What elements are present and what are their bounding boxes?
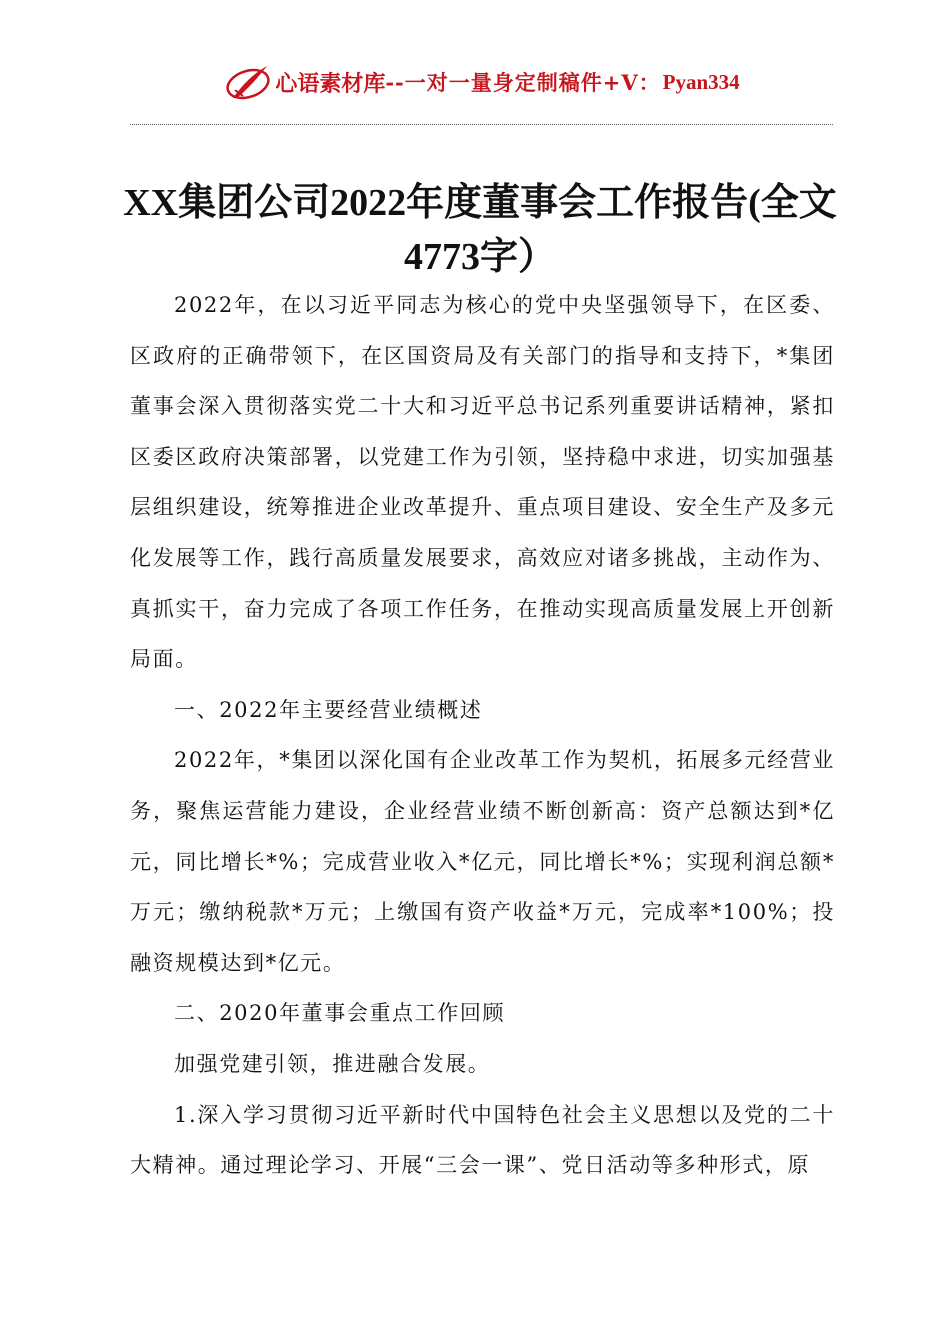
- brand-name: 心语素材库: [275, 70, 386, 97]
- subheading-party-building: 加强党建引领，推进融合发展。: [174, 1051, 491, 1076]
- section-heading-2: 二、2020年董事会重点工作回顾: [174, 1001, 506, 1026]
- header-divider: [130, 124, 833, 125]
- contact-id: Pyan334: [662, 69, 740, 94]
- item-1-paragraph: 1.深入学习贯彻习近平新时代中国特色社会主义思想以及党的二十大精神。通过理论学习、开展“三会一课”、党日活动等多种形式，原: [130, 1102, 835, 1178]
- section-heading-1: 一、2022年主要经营业绩概述: [174, 697, 483, 722]
- intro-paragraph: 2022年，在以习近平同志为核心的党中央坚强领导下，在区委、区政府的正确带领下，在区国资局及有关部门的指导和支持下，*集团董事会深入贯彻落实党二十大和习近平总书记系列重要讲话精神，紧扣区委区政府决策部署，以党建工作为引领，坚持稳中求进，切实加强基层组织建设，统筹推进企业改革提升、重点项目建设、安全生产及多元化发展等工作，践行高质量发展要求，高效应对诸多挑战，主动作为、真抓实干，奋力完成了各项工作任务，在推动实现高质量发展上开创新局面。: [130, 293, 835, 672]
- document-body: [130, 280, 835, 1191]
- performance-paragraph: 2022年，*集团以深化国有企业改革工作为契机，拓展多元经营业务，聚焦运营能力建设，企业经营业绩不断创新高：资产总额达到*亿元，同比增长*%；完成营业收入*亿元，同比增长*%；实现利润总额*万元；缴纳税款*万元；上缴国有资产收益*万元，完成率*100%；投融资规模达到*亿元。: [130, 748, 835, 975]
- quill-logo-icon: [223, 60, 273, 104]
- document-title: XX集团公司2022年度董事会工作报告(全文4773字）: [123, 182, 837, 278]
- header-slogan: --一对一量身定制稿件+V：: [385, 70, 661, 95]
- page-header: [130, 58, 833, 106]
